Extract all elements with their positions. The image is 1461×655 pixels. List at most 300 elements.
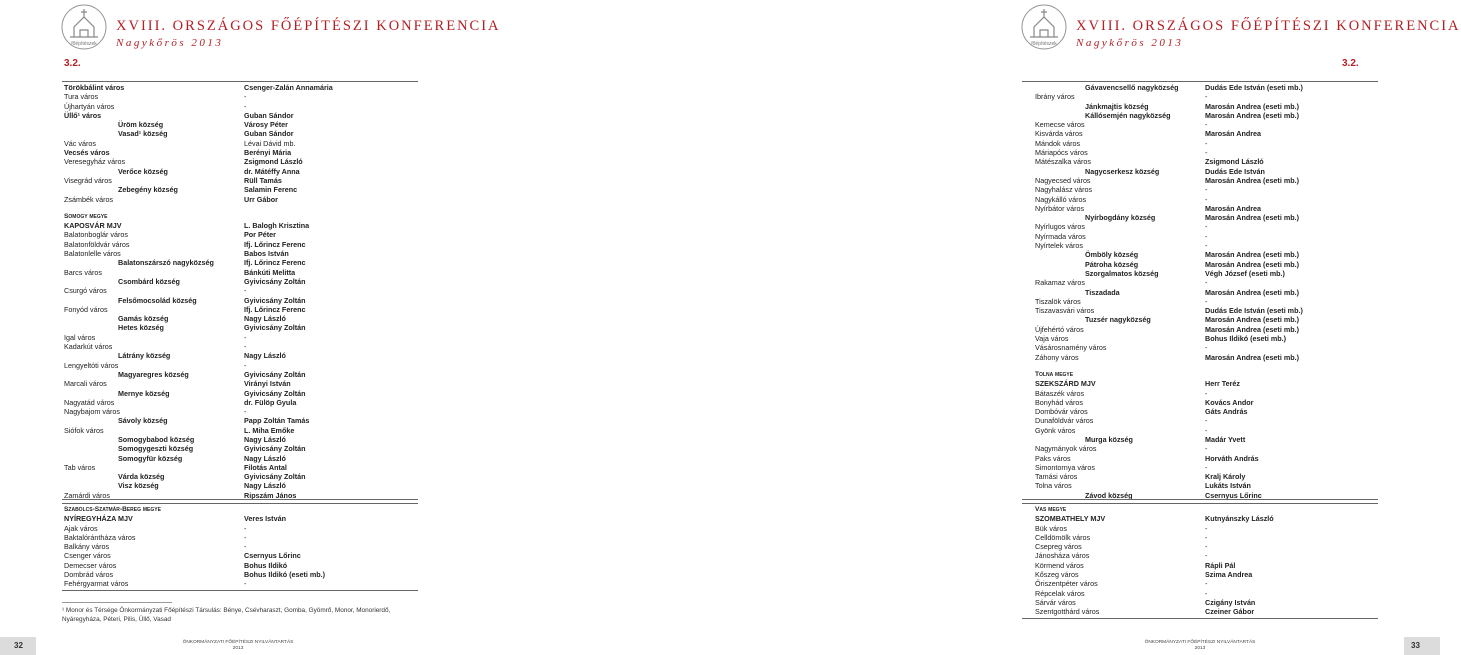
table-row bbox=[1035, 343, 1375, 352]
architect-name: L. Balogh Krisztina bbox=[244, 221, 310, 231]
table-top-rule bbox=[62, 81, 418, 82]
table-row bbox=[64, 551, 414, 560]
table-row bbox=[1035, 379, 1375, 388]
architect-name: Gáts András bbox=[1205, 407, 1248, 417]
table-row bbox=[64, 120, 414, 129]
settlement-name: Őriszentpéter város bbox=[1035, 579, 1098, 589]
table-row bbox=[64, 258, 414, 267]
architect-name: - bbox=[1205, 194, 1208, 204]
table-row bbox=[64, 230, 414, 239]
section-number: 3.2. bbox=[64, 58, 81, 69]
table-row bbox=[1035, 241, 1375, 250]
architect-name: - bbox=[1205, 388, 1208, 398]
architect-name: - bbox=[1205, 138, 1208, 148]
architect-name: - bbox=[244, 542, 247, 552]
architect-name: Czigány István bbox=[1205, 597, 1256, 607]
architect-name: Kovács Andor bbox=[1205, 397, 1254, 407]
table-row bbox=[1035, 472, 1375, 481]
architect-name: Ifj. Lőrincz Ferenc bbox=[244, 304, 306, 314]
architect-name: Marosán Andrea (eseti mb.) bbox=[1205, 110, 1299, 120]
architect-name: Por Péter bbox=[244, 230, 276, 240]
architect-name: Guban Sándor bbox=[244, 110, 294, 120]
architect-name: Marosán Andrea (eseti mb.) bbox=[1205, 324, 1299, 334]
settlement-name: Bük város bbox=[1035, 523, 1067, 533]
settlement-name: SZOMBATHELY MJV bbox=[1035, 514, 1106, 524]
table-row bbox=[64, 240, 414, 249]
table-row bbox=[1035, 325, 1375, 334]
table-row bbox=[64, 195, 414, 204]
architect-name: - bbox=[1205, 444, 1208, 454]
footer-line-1: ÖNKORMÁNYZATI FŐÉPÍTÉSZI NYILVÁNTARTÁS bbox=[1144, 640, 1256, 645]
settlement-name: Nyírlugos város bbox=[1035, 222, 1085, 232]
footnote-rule bbox=[62, 602, 172, 603]
architect-name: - bbox=[1205, 185, 1208, 195]
table-row bbox=[1035, 353, 1375, 362]
architect-name: Ifj. Lőrincz Ferenc bbox=[244, 258, 306, 268]
table-row bbox=[1035, 481, 1375, 490]
table-row bbox=[64, 361, 414, 370]
table-row bbox=[64, 579, 414, 588]
architect-name: Marosán Andrea (eseti mb.) bbox=[1205, 352, 1299, 362]
settlement-name: Bonyhád város bbox=[1035, 397, 1083, 407]
left-main-list bbox=[64, 83, 414, 500]
table-row bbox=[64, 472, 414, 481]
settlement-name: Celldömölk város bbox=[1035, 532, 1091, 542]
architect-name: dr. Fülöp Gyula bbox=[244, 397, 297, 407]
table-row bbox=[64, 296, 414, 305]
settlement-name: Tamási város bbox=[1035, 472, 1078, 482]
table-bottom-rule bbox=[1022, 499, 1378, 500]
architect-name: Babos István bbox=[244, 249, 289, 259]
table-row bbox=[64, 481, 414, 490]
table-row bbox=[64, 463, 414, 472]
settlement-name: Csurgó város bbox=[64, 286, 107, 296]
table-row bbox=[1035, 129, 1375, 138]
settlement-name: Répcelak város bbox=[1035, 588, 1085, 598]
architect-name: - bbox=[244, 523, 247, 533]
architect-name: Marosán Andrea (eseti mb.) bbox=[1205, 175, 1299, 185]
settlement-name: Paks város bbox=[1035, 453, 1071, 463]
table-row bbox=[1035, 598, 1375, 607]
architect-name: - bbox=[244, 342, 247, 352]
settlement-name: Zsámbék város bbox=[64, 194, 114, 204]
table-row bbox=[64, 570, 414, 579]
architect-name: Gyivicsány Zoltán bbox=[244, 472, 306, 482]
settlement-name: Sárvár város bbox=[1035, 597, 1076, 607]
table-row bbox=[1035, 139, 1375, 148]
architect-name: - bbox=[1205, 425, 1208, 435]
settlement-name: Murga község bbox=[1085, 434, 1133, 444]
architect-name: - bbox=[1205, 532, 1208, 542]
architect-name: Marosán Andrea (eseti mb.) bbox=[1205, 213, 1299, 223]
architect-name: - bbox=[244, 360, 247, 370]
settlement-name: KAPOSVÁR MJV bbox=[64, 221, 122, 231]
settlement-name: Gávavencsellő nagyközség bbox=[1085, 83, 1179, 92]
settlement-name: Mernye község bbox=[118, 388, 170, 398]
table-row bbox=[1035, 579, 1375, 588]
settlement-name: Vaja város bbox=[1035, 334, 1069, 344]
architect-name: - bbox=[244, 407, 247, 417]
architect-name: - bbox=[1205, 296, 1208, 306]
architect-name: - bbox=[1205, 120, 1208, 130]
architect-name: Nagy László bbox=[244, 351, 286, 361]
architect-name: Zsigmond László bbox=[1205, 157, 1264, 167]
left-page bbox=[0, 0, 501, 655]
architect-name: Nagy László bbox=[244, 434, 286, 444]
table-row bbox=[1035, 533, 1375, 542]
settlement-name: Üllő¹ város bbox=[64, 110, 102, 120]
settlement-name: Lengyeltóti város bbox=[64, 360, 119, 370]
county-heading bbox=[1035, 505, 1375, 514]
settlement-name: Kőszeg város bbox=[1035, 570, 1079, 580]
settlement-name: Felsőmocsolád község bbox=[118, 295, 197, 305]
table-row bbox=[1035, 561, 1375, 570]
table-row bbox=[1035, 204, 1375, 213]
settlement-name: Várda község bbox=[118, 472, 165, 482]
table-row bbox=[1035, 260, 1375, 269]
settlement-name: Nagyatád város bbox=[64, 397, 115, 407]
settlement-name: Ömböly község bbox=[1085, 250, 1139, 260]
table-row bbox=[1035, 570, 1375, 579]
settlement-name: Nyírmada város bbox=[1035, 231, 1086, 241]
table-row bbox=[1035, 222, 1375, 231]
architect-name: L. Miha Emőke bbox=[244, 425, 295, 435]
table-row bbox=[64, 561, 414, 570]
table-row bbox=[64, 351, 414, 360]
settlement-name: Törökbálint város bbox=[64, 83, 125, 92]
settlement-name: Nagyecsed város bbox=[1035, 175, 1091, 185]
page-number-left: 32 bbox=[14, 641, 23, 650]
settlement-name: Nagyhalász város bbox=[1035, 185, 1093, 195]
table-row bbox=[64, 102, 414, 111]
architect-name: Bohus Ildikó (eseti mb.) bbox=[1205, 334, 1287, 344]
settlement-name: Szentgotthárd város bbox=[1035, 607, 1100, 617]
table-row bbox=[64, 277, 414, 286]
page-number-tab bbox=[1404, 637, 1440, 655]
table-row bbox=[1035, 551, 1375, 560]
settlement-name: Balatonföldvár város bbox=[64, 239, 130, 249]
settlement-name: Tab város bbox=[64, 462, 96, 472]
settlement-name: Baktalórántháza város bbox=[64, 532, 136, 542]
table-row bbox=[64, 407, 414, 416]
settlement-name: Visz község bbox=[118, 481, 159, 491]
settlement-name: Balatonszárszó nagyközség bbox=[118, 258, 214, 268]
settlement-name: Nagybajom város bbox=[64, 407, 120, 417]
table-row bbox=[64, 176, 414, 185]
settlement-name: Marcali város bbox=[64, 379, 107, 389]
table-row bbox=[64, 370, 414, 379]
left-szabolcs-list bbox=[64, 505, 414, 589]
conference-subtitle: Nagykőrös 2013 bbox=[116, 37, 224, 49]
architect-name: Marosán Andrea (eseti mb.) bbox=[1205, 287, 1299, 297]
table-row bbox=[64, 83, 414, 92]
architect-name: - bbox=[1205, 416, 1208, 426]
settlement-name: Gamás község bbox=[118, 314, 169, 324]
architect-name: Madár Yvett bbox=[1205, 434, 1246, 444]
table-row bbox=[1035, 389, 1375, 398]
table-row bbox=[1035, 83, 1375, 92]
architect-name: Kutnyánszky László bbox=[1205, 514, 1274, 524]
table-row bbox=[1035, 407, 1375, 416]
settlement-name: Tiszadada bbox=[1085, 287, 1120, 297]
settlement-name: Tura város bbox=[64, 92, 99, 102]
table-row bbox=[1035, 120, 1375, 129]
settlement-name: Üröm község bbox=[118, 120, 164, 130]
settlement-name: Dombrád város bbox=[64, 570, 114, 580]
architect-name: Városy Péter bbox=[244, 120, 288, 130]
settlement-name: Jánkmajtis község bbox=[1085, 101, 1149, 111]
settlement-name: Vecsés város bbox=[64, 148, 110, 158]
settlement-name: Simontornya város bbox=[1035, 462, 1095, 472]
architect-name: - bbox=[244, 286, 247, 296]
settlement-name: Somogygeszti község bbox=[118, 444, 194, 454]
settlement-name: Vasad¹ község bbox=[118, 129, 168, 139]
logo-text: főépítészek bbox=[71, 41, 97, 47]
table-row bbox=[1035, 288, 1375, 297]
settlement-name: Nyírtelek város bbox=[1035, 241, 1083, 251]
architect-name: Filotás Antal bbox=[244, 462, 287, 472]
table-row bbox=[64, 435, 414, 444]
conference-title: XVIII. ORSZÁGOS FŐÉPÍTÉSZI KONFERENCIA bbox=[116, 18, 501, 34]
architect-name: Guban Sándor bbox=[244, 129, 294, 139]
architect-name: Gyivicsány Zoltán bbox=[244, 295, 306, 305]
architect-name: Rápli Pál bbox=[1205, 560, 1236, 570]
settlement-name: Mándok város bbox=[1035, 138, 1081, 148]
architect-name: Virányi István bbox=[244, 379, 291, 389]
settlement-name: Bátaszék város bbox=[1035, 388, 1085, 398]
table-row bbox=[64, 139, 414, 148]
table-row bbox=[1035, 232, 1375, 241]
settlement-name: Zamárdi város bbox=[64, 490, 110, 500]
settlement-name: Nyírbátor város bbox=[1035, 203, 1085, 213]
settlement-name: Fehérgyarmat város bbox=[64, 579, 129, 589]
settlement-name: Balatonboglár város bbox=[64, 230, 128, 240]
table-row bbox=[64, 129, 414, 138]
table-row bbox=[1035, 542, 1375, 551]
settlement-name: Csombárd község bbox=[118, 276, 180, 286]
settlement-name: Tuzsér nagyközség bbox=[1085, 315, 1151, 325]
architect-name: Herr Teréz bbox=[1205, 379, 1241, 389]
settlement-name: Sávoly község bbox=[118, 416, 168, 426]
architect-name: Rüll Tamás bbox=[244, 175, 282, 185]
table-top-rule bbox=[1022, 503, 1378, 504]
settlement-name: Pátroha község bbox=[1085, 259, 1139, 269]
settlement-name: Kállósemjén nagyközség bbox=[1085, 110, 1171, 120]
architect-name: Lévai Dávid mb. bbox=[244, 138, 296, 148]
architect-name: Marosán Andrea (eseti mb.) bbox=[1205, 101, 1299, 111]
table-row bbox=[1035, 111, 1375, 120]
settlement-name: Csenger város bbox=[64, 551, 111, 561]
table-bottom-rule bbox=[62, 499, 418, 500]
architect-name: Veres István bbox=[244, 514, 286, 524]
settlement-name: Verőce község bbox=[118, 166, 168, 176]
table-row bbox=[64, 533, 414, 542]
architect-name: Bánkúti Melitta bbox=[244, 267, 296, 277]
settlement-name: Balatonlelle város bbox=[64, 249, 121, 259]
table-row bbox=[64, 286, 414, 295]
table-row bbox=[1035, 176, 1375, 185]
table-row bbox=[1035, 157, 1375, 166]
table-row bbox=[64, 416, 414, 425]
settlement-name: Jánosháza város bbox=[1035, 551, 1090, 561]
settlement-name: Máriapócs város bbox=[1035, 148, 1088, 158]
architect-name: - bbox=[1205, 588, 1208, 598]
table-row bbox=[64, 379, 414, 388]
table-row bbox=[1035, 426, 1375, 435]
table-row bbox=[1035, 589, 1375, 598]
county-heading bbox=[64, 505, 414, 514]
table-row bbox=[1035, 444, 1375, 453]
architect-name: - bbox=[1205, 551, 1208, 561]
settlement-name: SZEKSZÁRD MJV bbox=[1035, 379, 1096, 389]
settlement-name: Nagymányok város bbox=[1035, 444, 1097, 454]
settlement-name: Kemecse város bbox=[1035, 120, 1085, 130]
settlement-name: Kisvárda város bbox=[1035, 129, 1083, 139]
table-row bbox=[64, 268, 414, 277]
table-row bbox=[64, 444, 414, 453]
architect-name: dr. Mátéffy Anna bbox=[244, 166, 300, 176]
architect-name: - bbox=[244, 532, 247, 542]
footer-text bbox=[1140, 640, 1260, 652]
right-main-list bbox=[1035, 83, 1375, 500]
table-row bbox=[64, 167, 414, 176]
architect-name: - bbox=[1205, 523, 1208, 533]
page-number-right: 33 bbox=[1411, 641, 1420, 650]
architect-name: Urr Gábor bbox=[244, 194, 278, 204]
architect-name: Végh József (eseti mb.) bbox=[1205, 268, 1285, 278]
table-row bbox=[64, 542, 414, 551]
right-page bbox=[480, 0, 1461, 655]
table-row bbox=[1035, 398, 1375, 407]
table-row bbox=[64, 314, 414, 323]
architect-name: Marosán Andrea bbox=[1205, 203, 1262, 213]
table-row bbox=[1035, 185, 1375, 194]
settlement-name: Siófok város bbox=[64, 425, 104, 435]
architect-name: Marosán Andrea (eseti mb.) bbox=[1205, 250, 1299, 260]
architect-name: Berényi Mária bbox=[244, 148, 292, 158]
list-spacer bbox=[1035, 362, 1375, 370]
settlement-name: Nyírbogdány község bbox=[1085, 213, 1156, 223]
settlement-name: Vásárosnamény város bbox=[1035, 343, 1107, 353]
settlement-name: Vác város bbox=[64, 138, 96, 148]
architect-name: - bbox=[1205, 241, 1208, 251]
settlement-name: NYÍREGYHÁZA MJV bbox=[64, 514, 133, 524]
architect-name: Nagy László bbox=[244, 314, 286, 324]
right-vas-list bbox=[1035, 505, 1375, 617]
architect-name: Bohus Ildikó (eseti mb.) bbox=[244, 570, 326, 580]
table-row bbox=[1035, 315, 1375, 324]
architect-name: Szima Andrea bbox=[1205, 570, 1253, 580]
church-logo-icon bbox=[1020, 3, 1068, 51]
footer-line-2: 2013 bbox=[1194, 646, 1206, 651]
county-heading bbox=[64, 212, 414, 221]
settlement-name: Ajak város bbox=[64, 523, 98, 533]
settlement-name: Körmend város bbox=[1035, 560, 1084, 570]
table-bottom-rule bbox=[1022, 618, 1378, 619]
architect-name: - bbox=[1205, 92, 1208, 102]
architect-name: Gyivicsány Zoltán bbox=[244, 276, 306, 286]
architect-name: Ifj. Lőrincz Ferenc bbox=[244, 239, 306, 249]
architect-name: - bbox=[1205, 278, 1208, 288]
settlement-name: Tiszalök város bbox=[1035, 296, 1081, 306]
settlement-name: Záhony város bbox=[1035, 352, 1079, 362]
settlement-name: Gyönk város bbox=[1035, 425, 1076, 435]
settlement-name: Veresegyház város bbox=[64, 157, 126, 167]
table-row bbox=[64, 111, 414, 120]
architect-name: Nagy László bbox=[244, 481, 286, 491]
architect-name: Marosán Andrea (eseti mb.) bbox=[1205, 259, 1299, 269]
settlement-name: Tolna város bbox=[1035, 481, 1072, 491]
settlement-name: Szorgalmatos község bbox=[1085, 268, 1159, 278]
architect-name: Dudás Ede István (eseti mb.) bbox=[1205, 83, 1303, 92]
settlement-name: Hetes község bbox=[118, 323, 164, 333]
architect-name: - bbox=[1205, 462, 1208, 472]
settlement-name: Kadarkút város bbox=[64, 342, 113, 352]
architect-name: Papp Zoltán Tamás bbox=[244, 416, 310, 426]
table-row bbox=[1035, 607, 1375, 616]
architect-name: Gyivicsány Zoltán bbox=[244, 444, 306, 454]
church-logo-icon bbox=[60, 3, 108, 51]
settlement-name: Igal város bbox=[64, 332, 96, 342]
table-bottom-rule bbox=[62, 590, 418, 591]
architect-name: Zsigmond László bbox=[244, 157, 303, 167]
list-spacer bbox=[64, 204, 414, 212]
county-heading bbox=[1035, 370, 1375, 379]
architect-name: Czeiner Gábor bbox=[1205, 607, 1255, 617]
table-row bbox=[1035, 454, 1375, 463]
architect-name: - bbox=[1205, 222, 1208, 232]
architect-name: - bbox=[244, 332, 247, 342]
settlement-name: Magyaregres község bbox=[118, 369, 189, 379]
settlement-name: Újfehértó város bbox=[1035, 324, 1084, 334]
settlement-name: Ibrány város bbox=[1035, 92, 1075, 102]
table-row bbox=[64, 185, 414, 194]
settlement-name: Balkány város bbox=[64, 542, 110, 552]
architect-name: Ripszám János bbox=[244, 490, 297, 500]
settlement-name: Zebegény község bbox=[118, 185, 178, 195]
table-row bbox=[64, 148, 414, 157]
table-row bbox=[1035, 278, 1375, 287]
architect-name: - bbox=[1205, 231, 1208, 241]
settlement-name: Mátészalka város bbox=[1035, 157, 1091, 167]
settlement-name: Dunaföldvár város bbox=[1035, 416, 1094, 426]
table-row bbox=[1035, 514, 1375, 523]
conference-subtitle: Nagykőrös 2013 bbox=[1076, 37, 1184, 49]
settlement-name: Rakamaz város bbox=[1035, 278, 1085, 288]
architect-name: - bbox=[1205, 343, 1208, 353]
table-row bbox=[1035, 524, 1375, 533]
table-row bbox=[64, 323, 414, 332]
architect-name: Nagy László bbox=[244, 453, 286, 463]
table-row bbox=[64, 398, 414, 407]
architect-name: Kralj Károly bbox=[1205, 472, 1246, 482]
table-row bbox=[1035, 167, 1375, 176]
footer-line-1: ÖNKORMÁNYZATI FŐÉPÍTÉSZI NYILVÁNTARTÁS bbox=[182, 640, 294, 645]
table-row bbox=[64, 333, 414, 342]
architect-name: Csernyus Lőrinc bbox=[244, 551, 301, 561]
settlement-name: Nagykálló város bbox=[1035, 194, 1087, 204]
footnote: ¹ Monor és Térsége Önkormányzati Főépítészi Társulás: Bénye, Csévharaszt, Gomba, Gyömrő, Monor, Monorierdő, Nyáregyháza, Péteri, Pilis, Üllő, Vasad bbox=[62, 607, 391, 623]
architect-name: - bbox=[244, 92, 247, 102]
table-row bbox=[1035, 213, 1375, 222]
architect-name: Bohus Ildikó bbox=[244, 560, 288, 570]
architect-name: - bbox=[1205, 148, 1208, 158]
county-name: Vas megye bbox=[1035, 506, 1067, 513]
table-row bbox=[64, 305, 414, 314]
architect-name: Gyivicsány Zoltán bbox=[244, 369, 306, 379]
table-row bbox=[1035, 148, 1375, 157]
table-top-rule bbox=[1022, 81, 1378, 82]
